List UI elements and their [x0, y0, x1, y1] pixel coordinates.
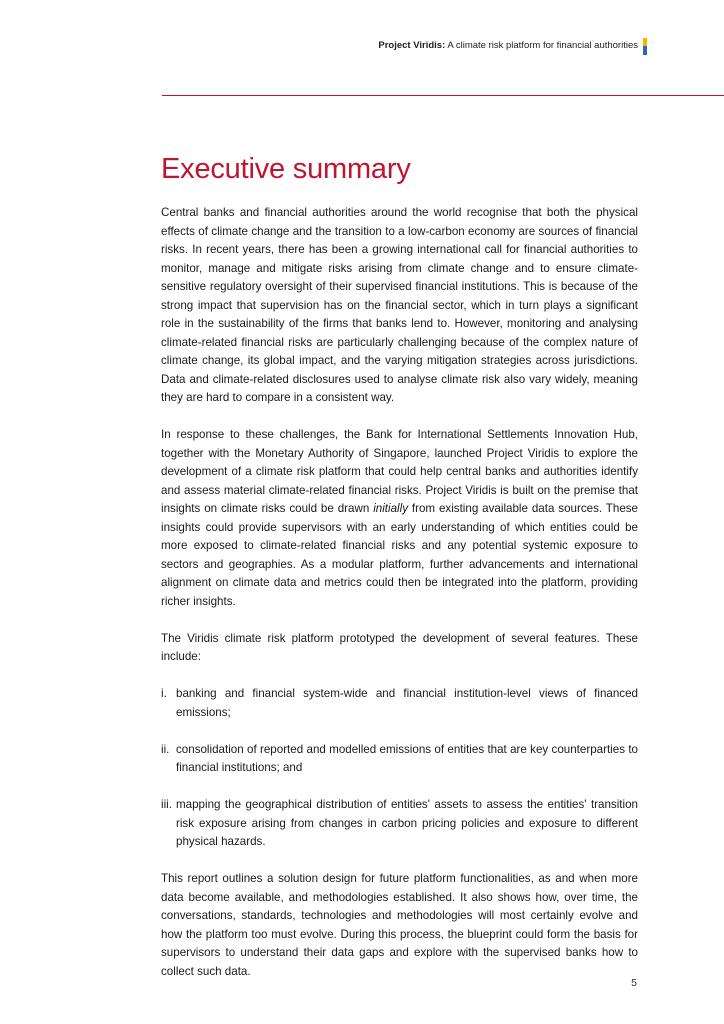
- list-item: [161, 796, 638, 852]
- paragraph-1: Central banks and financial authorities around the world recognise that both the physical effects of climate change and the transition to a low-carbon economy are sources of financial risks. In recent years, there has been a growing international call for financial authorities to monitor, manage and mitigate risks arising from climate change and to ensure climate-sensitive regulatory oversight of their supervised financial institutions. This is because of the strong impact that supervision has on the financial sector, which in turn plays a significant role in the sustainability of the firms that banks lend to. However, monitoring and analysing climate-related financial risks are particularly challenging because of the complex nature of climate change, its global impact, and the varying mitigation strategies across jurisdictions. Data and climate-related disclosures used to analyse climate risk also vary widely, meaning they are hard to compare in a consistent way.: [161, 206, 638, 404]
- running-header: [378, 40, 638, 51]
- paragraph-3: The Viridis climate risk platform prototyped the development of several features. These include:: [161, 631, 638, 663]
- list-item-number: ii.: [161, 742, 170, 756]
- summary-body: [161, 204, 638, 1000]
- paragraph-2-before: In response to these challenges, the Bank for International Settlements Innovation Hub, together with the Monetary Authority of Singapore, launched Project Viridis to explore the development of a climate risk platform that could help central banks and authorities identify and assess material climate-related financial risks. Project Viridis is built on the premise that insights on climate risks could be drawn: [161, 428, 638, 515]
- header-project-name: Project Viridis:: [378, 40, 446, 51]
- list-item-number: iii.: [161, 798, 172, 811]
- header-subtitle: A climate risk platform for financial authorities: [447, 40, 638, 51]
- list-item: [161, 685, 638, 722]
- list-item-text: consolidation of reported and modelled emissions of entities that are key counterparties to financial institutions; and: [176, 742, 638, 774]
- page-number: 5: [631, 977, 637, 989]
- brand-mark-yellow: [643, 38, 647, 46]
- paragraph-2-after: from existing available data sources. These insights could provide supervisors with an early understanding of which entities could be more exposed to climate-related financial risks and any potential systemic exposure to sectors and geographies. As a modular platform, further advancements and international alignment on climate data and metrics could then be integrated into the platform, providing richer insights.: [161, 502, 639, 608]
- closing-paragraph: This report outlines a solution design for future platform functionalities, as and when more data become available, and methodologies established. It also shows how, over time, the conversations, standards, technologies and methodologies will most certainly evolve and how the platform too must evolve. During this process, the blueprint could form the basis for supervisors to understand their data gaps and explore with the supervised banks how to collect such data.: [161, 872, 638, 978]
- brand-mark-blue: [643, 46, 647, 55]
- list-item-number: i.: [161, 687, 167, 700]
- feature-list: [161, 685, 638, 852]
- paragraph-2-emphasis: initially: [373, 502, 408, 515]
- paragraph-2: [161, 426, 638, 611]
- page-title: Executive summary: [161, 153, 411, 185]
- list-item-text: mapping the geographical distribution of entities' assets to assess the entities' transition risk exposure arising from changes in carbon pricing policies and exposure to different physical hazards.: [176, 798, 638, 848]
- header-divider: [162, 95, 724, 96]
- list-item: [161, 741, 638, 778]
- brand-mark-icon: [643, 38, 647, 55]
- list-item-text: banking and financial system-wide and financial institution-level views of financed emissions;: [176, 687, 638, 719]
